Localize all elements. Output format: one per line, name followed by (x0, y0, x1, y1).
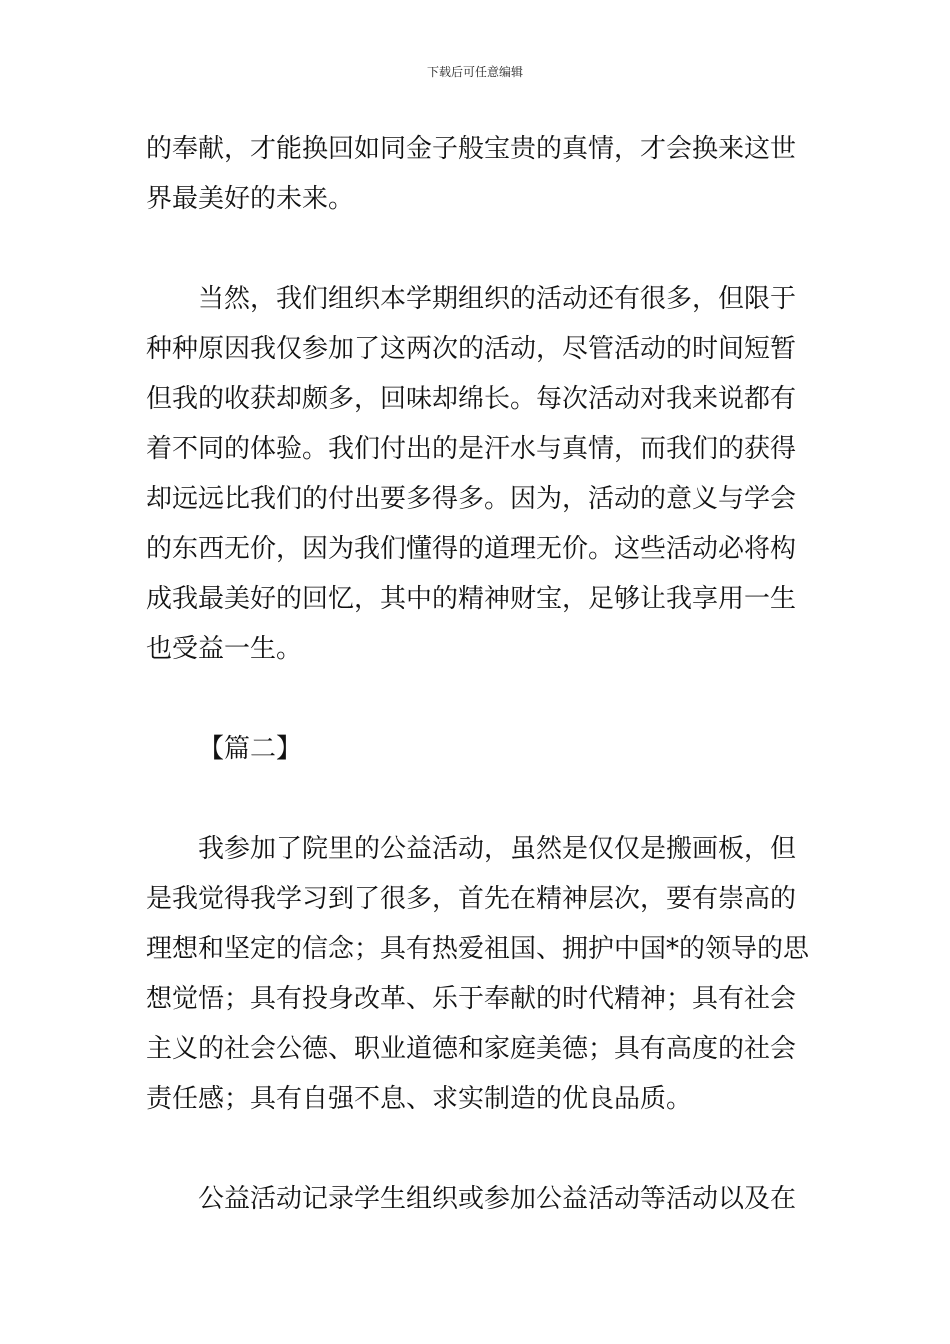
text-line: 是我觉得我学习到了很多，首先在精神层次，要有崇高的 (146, 884, 797, 914)
text-line: 主义的社会公德、职业道德和家庭美德；具有高度的社会 (146, 1034, 797, 1064)
text-line: 当然，我们组织本学期组织的活动还有很多，但限于 (198, 284, 797, 314)
text-line: 成我最美好的回忆，其中的精神财宝，足够让我享用一生 (146, 584, 797, 614)
paragraph-1 (146, 124, 808, 224)
paragraph-4 (146, 1174, 808, 1224)
text-line: 的奉献，才能换回如同金子般宝贵的真情，才会换来这世 (146, 134, 797, 164)
text-line: 但我的收获却颇多，回味却绵长。每次活动对我来说都有 (146, 384, 797, 414)
text-line: 理想和坚定的信念；具有热爱祖国、拥护中国*的领导的思 (146, 934, 810, 964)
text-line: 界最美好的未来。 (146, 184, 355, 214)
text-line: 种种原因我仅参加了这两次的活动，尽管活动的时间短暂 (146, 334, 797, 364)
text-line: 的东西无价，因为我们懂得的道理无价。这些活动必将构 (146, 534, 797, 564)
text-line: 却远远比我们的付出要多得多。因为，活动的意义与学会 (146, 484, 797, 514)
section-heading: 【篇二】 (198, 734, 303, 764)
paragraph-gap (146, 1124, 808, 1174)
paragraph-gap (146, 674, 808, 724)
document-body (146, 124, 808, 1224)
text-line: 想觉悟；具有投身改革、乐于奉献的时代精神；具有社会 (146, 984, 797, 1014)
page-header: 下载后可任意编辑 (426, 65, 523, 79)
text-line: 也受益一生。 (146, 634, 303, 664)
text-line: 我参加了院里的公益活动，虽然是仅仅是搬画板，但 (198, 834, 797, 864)
paragraph-gap (146, 224, 808, 274)
text-line: 公益活动记录学生组织或参加公益活动等活动以及在 (198, 1184, 797, 1214)
text-line: 着不同的体验。我们付出的是汗水与真情，而我们的获得 (146, 434, 797, 464)
paragraph-3 (146, 824, 808, 1124)
paragraph-2 (146, 274, 808, 674)
text-line: 责任感；具有自强不息、求实制造的优良品质。 (146, 1084, 693, 1114)
paragraph-gap (146, 774, 808, 824)
